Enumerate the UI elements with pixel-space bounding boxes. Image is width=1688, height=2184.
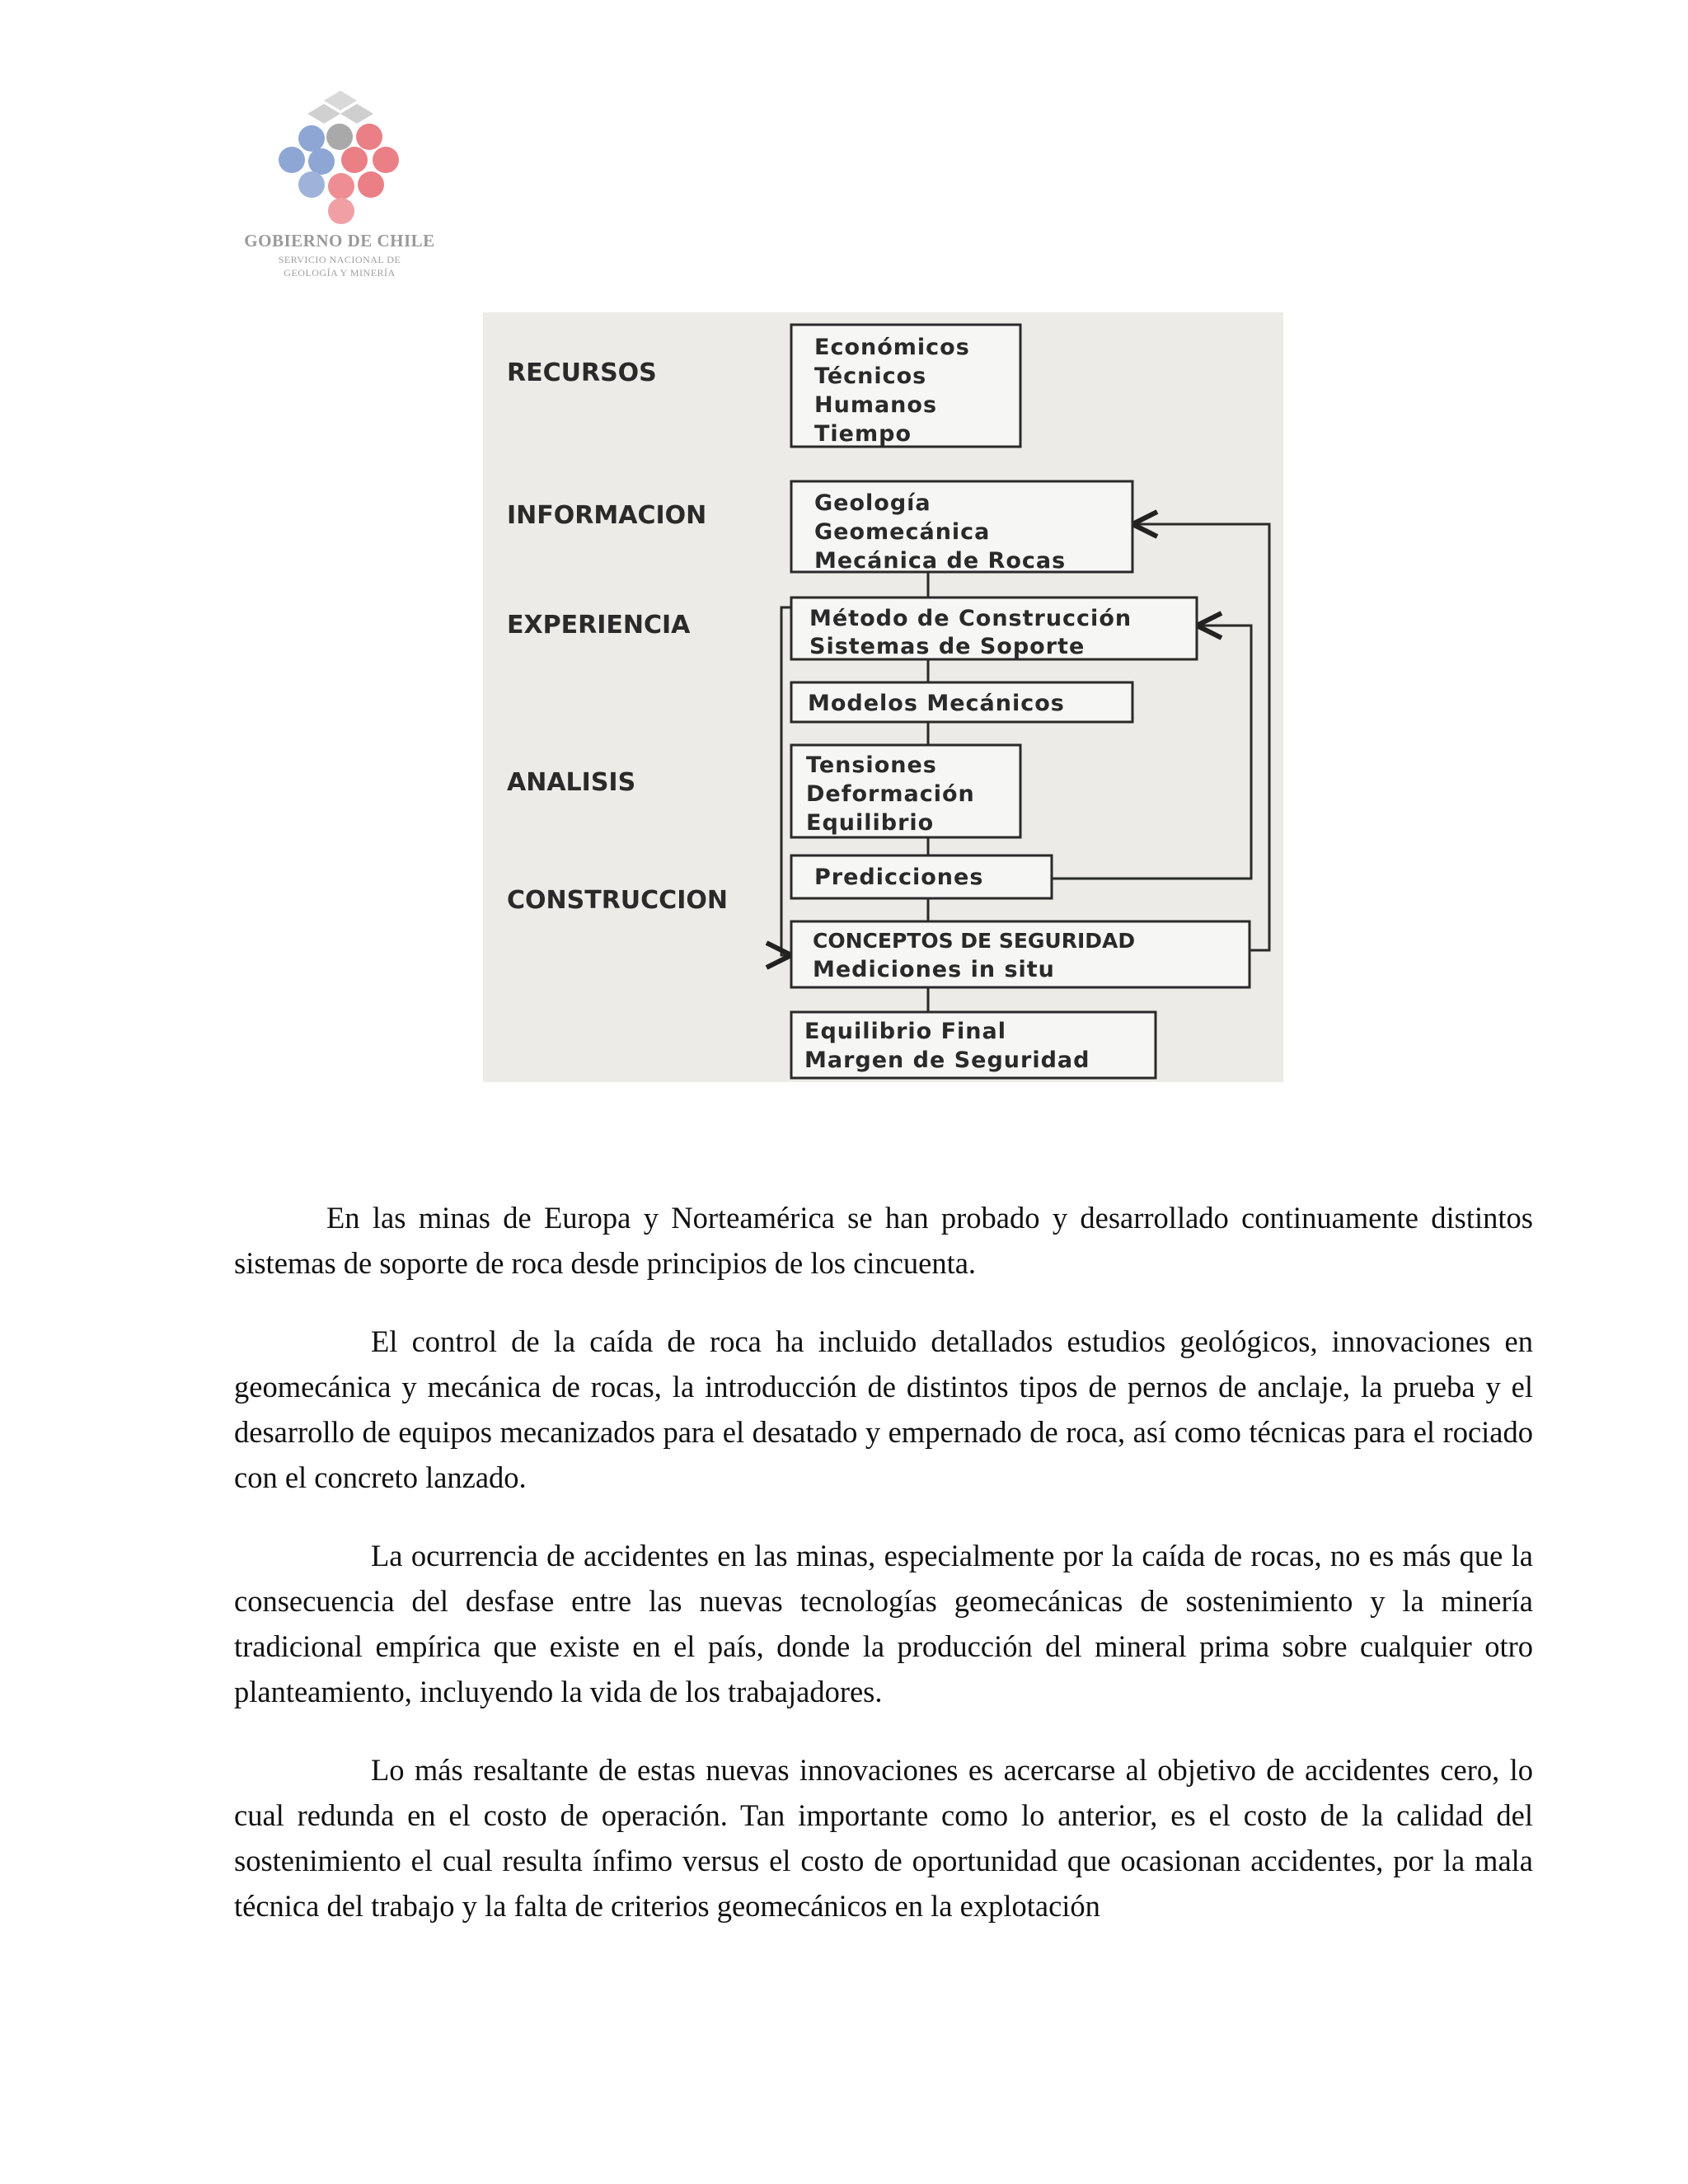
- informacion-item: Geología: [814, 490, 931, 516]
- modelos-item: Modelos Mecánicos: [808, 691, 1065, 716]
- analisis-item: Tensiones: [806, 752, 937, 778]
- recursos-item: Tiempo: [814, 421, 912, 447]
- stage-label-experiencia: EXPERIENCIA: [507, 611, 691, 640]
- informacion-item: Mecánica de Rocas: [814, 548, 1067, 574]
- analisis-item: Equilibrio: [806, 810, 935, 836]
- paragraph: Lo más resaltante de estas nuevas innovaciones es acercarse al objetivo de accidentes cero, lo cual redunda en el costo de operación. Tan importante como lo anterior, es el costo de la calidad del sostenimiento el cual resulta ínfimo versus el costo de oportunidad que ocasionan accidentes, por la mala técnica del trabajo y la falta de criterios geomecánicos en la explotación: [234, 1753, 1533, 1923]
- logo-subtitle-line1: SERVICIO NACIONAL DE: [278, 254, 401, 265]
- recursos-item: Económicos: [814, 335, 970, 360]
- informacion-item: Geomecánica: [814, 519, 991, 545]
- logo-cubes: [279, 91, 399, 224]
- final-item: Equilibrio Final: [804, 1019, 1006, 1044]
- gobierno-de-chile-logo: [232, 89, 447, 287]
- analisis-item: Deformación: [806, 781, 975, 807]
- paragraph: El control de la caída de roca ha incluido detallados estudios geológicos, innovaciones en geomecánica y mecánica de rocas, la introducción de distintos tipos de pernos de anclaje, la prueba y el desarrollo de equipos mecanizados para el desatado y empernado de roca, así como técnicas para el rociado con el concreto lanzado.: [234, 1324, 1533, 1494]
- recursos-item: Técnicos: [814, 363, 927, 389]
- logo-emblem-icon: [262, 89, 419, 229]
- paragraph: La ocurrencia de accidentes en las minas, especialmente por la caída de rocas, no es más que la consecuencia del desfase entre las nuevas tecnologías geomecánicas de sostenimiento y la minería tradicional empírica que existe en el país, donde la producción del mineral prima sobre cualquier otro planteamiento, incluyendo la vida de los trabajadores.: [234, 1539, 1533, 1708]
- body-text: [234, 1195, 1533, 1961]
- logo-title: GOBIERNO DE CHILE: [244, 231, 435, 251]
- experiencia-item: Método de Construcción: [809, 606, 1132, 631]
- recursos-item: Humanos: [814, 392, 938, 418]
- flowchart-diagram: [483, 312, 1283, 1082]
- seguridad-item: Mediciones in situ: [813, 957, 1055, 982]
- stage-label-construccion: CONSTRUCCION: [507, 886, 728, 915]
- experiencia-item: Sistemas de Soporte: [809, 634, 1085, 659]
- stage-label-analisis: ANALISIS: [507, 768, 636, 797]
- stage-label-informacion: INFORMACION: [507, 501, 707, 530]
- predicciones-item: Predicciones: [814, 865, 984, 890]
- flowchart-figure: [483, 312, 1283, 1082]
- paragraph: En las minas de Europa y Norteamérica se han probado y desarrollado continuamente distintos sistemas de soporte de roca desde principios de los cincuenta.: [234, 1201, 1533, 1280]
- final-item: Margen de Seguridad: [804, 1047, 1090, 1073]
- stage-label-recursos: RECURSOS: [507, 359, 657, 387]
- seguridad-item: CONCEPTOS DE SEGURIDAD: [813, 929, 1136, 953]
- logo-subtitle-line2: GEOLOGÍA Y MINERÍA: [284, 267, 396, 279]
